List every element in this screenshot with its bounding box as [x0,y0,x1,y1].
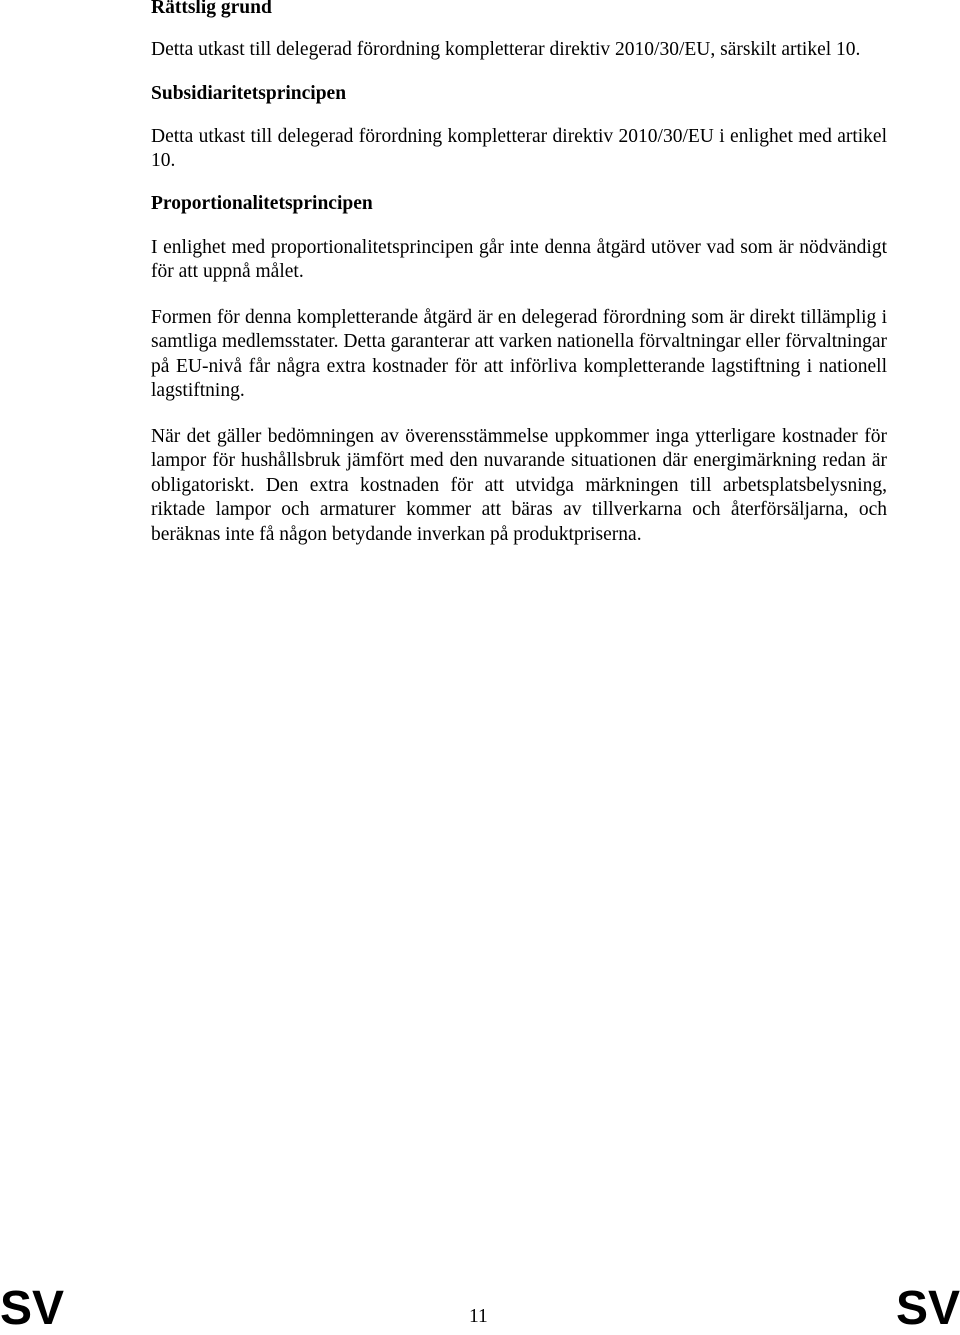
footer-language-right: SV [895,1282,960,1335]
paragraph-proportionality-1: I enlighet med proportionalitetsprincipen går inte denna åtgärd utöver vad som är nödvändigt för att uppnå målet. [151,236,887,282]
footer-language-left: SV [0,1282,65,1335]
heading-legal-basis: Rättslig grund [151,0,272,18]
paragraph-subsidiarity: Detta utkast till delegerad förordning kompletterar direktiv 2010/30/EU i enlighet med artikel 10. [151,125,887,171]
paragraph-proportionality-2: Formen för denna kompletterande åtgärd är en delegerad förordning som är direkt tillämplig i samtliga medlemsstater. Detta garanterar att varken nationella förvaltningar eller förvaltningar på EU-nivå får några extra kostnader för att införliva kompletterande lagstiftning i nationell lagstiftning. [151,306,887,401]
heading-proportionality: Proportionalitetsprincipen [151,192,373,214]
paragraph-legal-basis: Detta utkast till delegerad förordning kompletterar direktiv 2010/30/EU, särskilt artikel 10. [151,39,861,60]
document-body [151,0,887,547]
paragraph-proportionality-3: När det gäller bedömningen av överensstämmelse uppkommer inga ytterligare kostnader för lampor för hushållsbruk jämfört med den nuvarande situationen där energimärkning redan är obligatoriskt. Den extra kostnaden för att utvidga märkningen till arbetsplatsbelysning, riktade lampor och armaturer kommer att bäras av tillverkarna och återförsäljarna, och beräknas inte få någon betydande inverkan på produktpriserna. [151,425,887,545]
page-number: 11 [469,1306,488,1327]
heading-subsidiarity: Subsidiaritetsprincipen [151,82,347,104]
